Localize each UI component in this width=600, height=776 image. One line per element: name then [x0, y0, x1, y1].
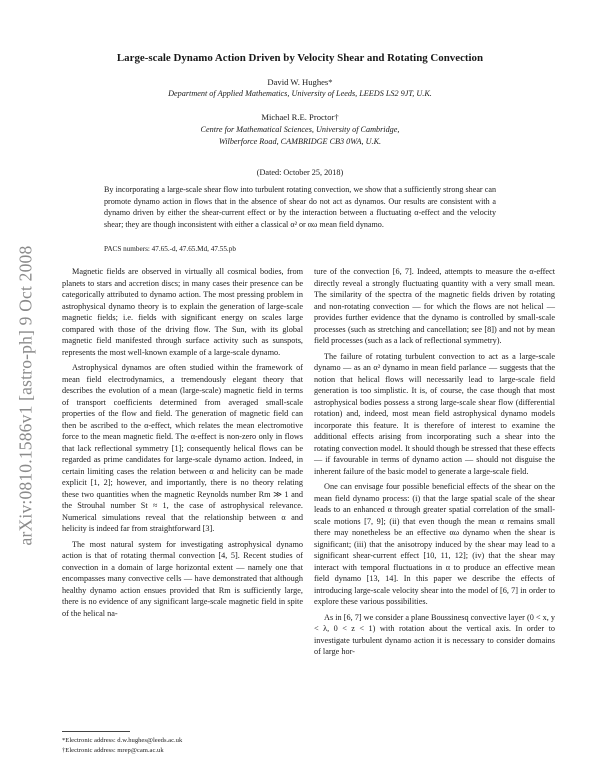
author-1-affiliation: Department of Applied Mathematics, University of Leeds, LEEDS LS2 9JT, U.K. — [168, 89, 432, 98]
footnote-1: *Electronic address: d.w.hughes@leeds.ac.uk — [62, 737, 183, 744]
author-1-name: David W. Hughes* — [267, 77, 333, 87]
paragraph: The failure of rotating turbulent convection to act as a large-scale dynamo — as an α² dynamo in mean field parlance — suggests that the notion that helical flows will necessarily lead to large-scale field generation is too simplistic. It is, of course, the case though that most astrophysical bodies possess a strong large-scale shear flow (differential rotation) and, indeed, most mean field astrophysical dynamo models incorporate this feature. It is therefore of interest to examine the additional effects arising from incorporating such a shear into the rotating convection model. It should though be stressed that these effects — if favourable in terms of dynamo action — should not disguise the inherent failure of the basic model to generate a large-scale field. — [314, 351, 555, 476]
paragraph: As in [6, 7] we consider a plane Boussinesq convective layer (0 < x, y < λ, 0 < z < 1) with rotation about the vertical axis. In order to investigate turbulent dynamo action it is necessary to consider domains of large hor- — [314, 612, 556, 656]
footnote-rule — [62, 731, 130, 732]
author-2-affiliation-line-2: Wilberforce Road, CAMBRIDGE CB3 0WA, U.K. — [218, 136, 382, 146]
paragraph: ture of the convection [6, 7]. Indeed, attempts to measure the α-effect directly reveal a strongly fluctuating quantity with a very small mean. The similarity of the spectra of the magnetic fields driven by rotating and non-rotating convection — for which the flows are not helical — provides further evidence that the dynamo is controlled by small-scale processes (such as stretching and cancellation; see [8]) and not by mean field processes (such as a lack of reflectional symmetry). — [314, 267, 555, 345]
paper-title: Large-scale Dynamo Action Driven by Velocity Shear and Rotating Convection — [116, 52, 484, 64]
paragraph: One can envisage four possible beneficial effects of the shear on the mean field dynamo process: (i) that the large spatial scale of the shear leads to an enhanced α through greater spatial correlation of the small-scale motions [7, 9]; (ii) that even though the mean α remains small there may nonetheless be an effective αω dynamo when the shear is significant; (iii) that the anisotropy induced by the shear may lead to a significant shear-current effect [10, 11, 12]; (iv) that the shear may interact with temporal fluctuations in α to produce an effective mean field dynamo [13, 14]. In this paper we describe the effects of introducing large-scale velocity shear into the model of [6, 7] in order to explore these various possibilities. — [314, 482, 555, 606]
dated-line: (Dated: October 25, 2018) — [256, 168, 344, 177]
abstract: By incorporating a large-scale shear flow into turbulent rotating convection, we show that a sufficiently strong shear can promote dynamo action in flows that in the absence of shear do not act as dynamos. Our results are consistent with a dynamo driven by either the shear-current effect or by the interaction between a fluctuating α-effect and the velocity shear; they are though inconsistent with either a classical α² or αω mean field dynamo. — [104, 185, 496, 229]
arxiv-identifier: arXiv:0810.1586v1 [astro-ph] 9 Oct 2008 — [15, 245, 36, 545]
arxiv-side-stamp — [14, 200, 38, 590]
paragraph: The most natural system for investigating astrophysical dynamo action is that of rotating thermal convection [4, 5]. Recent studies of convection in a domain of large horizontal extent — namely one that encompasses many convective cells — have demonstrated that although healthy dynamo action ensues provided that Rm is sufficiently large, there is no evidence of any significant large-scale magnetic field in spite of the helical na- — [62, 539, 303, 618]
paragraph: Astrophysical dynamos are often studied within the framework of mean field electrodynamics, a tremendously elegant theory that describes the evolution of a mean (large-scale) magnetic field in terms of transport coefficients determined from averaged small-scale properties of the flow and field. The generation of magnetic field can then be ascribed to the α-effect, which relates the mean electromotive force to the mean magnetic field. The α-effect is non-zero only in flows that lack reflectional symmetry [1]; consequently helical flows can be regarded as prime candidates for large-scale dynamo action. Indeed, in certain limiting cases the relation between α and helicity can be made explicit [1, 2]; however, and importantly, there is no theory relating these two quantities when the magnetic Reynolds number Rm ≫ 1 and the Strouhal number St ≈ 1, the case of astrophysical relevance. Numerical simulations reveal that the relationship between α and helicity is indeed far from straightforward [3]. — [62, 363, 303, 533]
author-2-name: Michael R.E. Proctor† — [261, 112, 339, 122]
footnote-2: †Electronic address: mrep@cam.ac.uk — [62, 747, 164, 754]
pacs-numbers: PACS numbers: 47.65.-d, 47.65.Md, 47.55.pb — [104, 245, 236, 253]
author-2-affiliation-line-1: Centre for Mathematical Sciences, University of Cambridge, — [200, 125, 400, 134]
paragraph: Magnetic fields are observed in virtually all cosmical bodies, from planets to stars and accretion discs; in many cases their presence can be categorically attributed to dynamo action. The most pressing problem in astrophysical dynamo theory is to explain the generation of large-scale magnetic fields; i.e. fields with significant energy on scales large compared with those of the driving flow. The Sun, with its global magnetic field manifested through surface activity such as sunspots, represents the most well-known example of a large-scale dynamo. — [62, 267, 303, 357]
right-column — [314, 266, 555, 662]
left-column — [62, 266, 303, 623]
